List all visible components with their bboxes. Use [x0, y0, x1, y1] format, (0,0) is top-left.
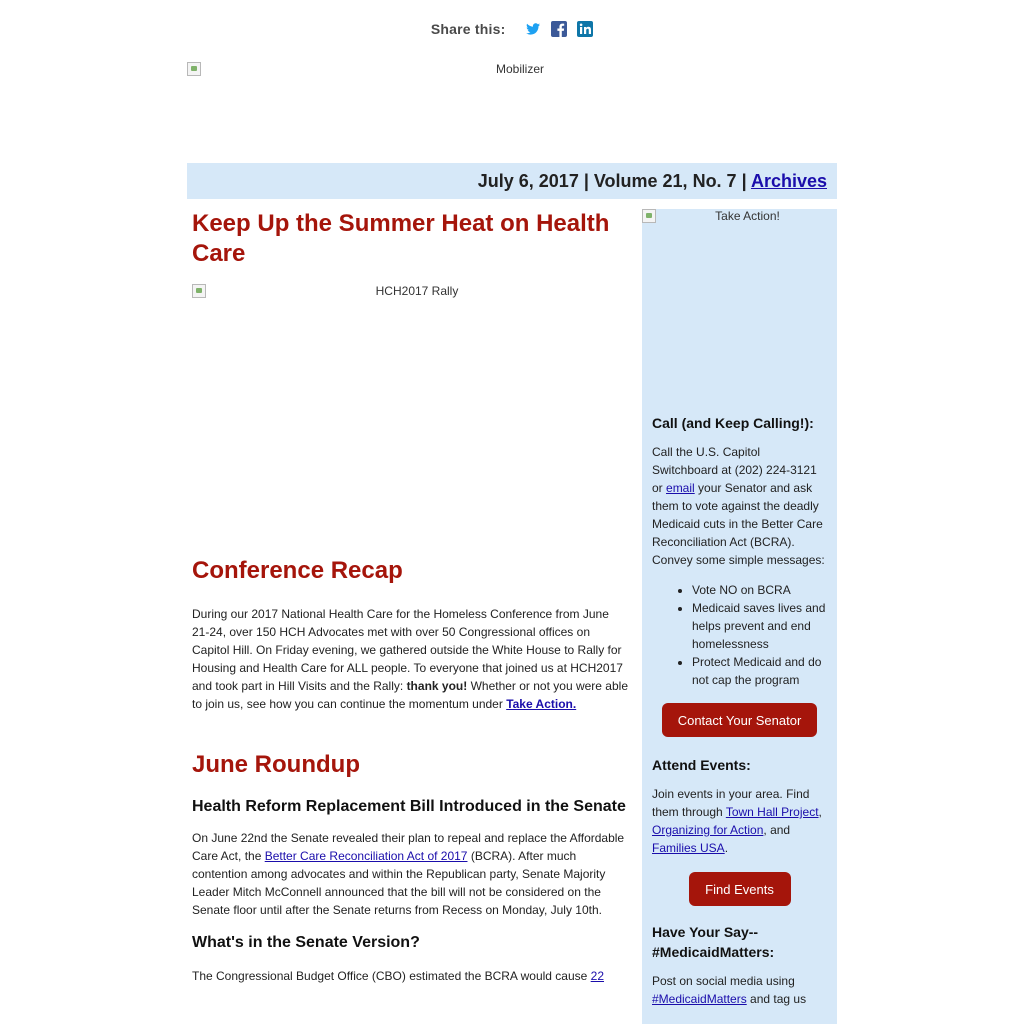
- conference-text-part: During our 2017 National Health Care for the Homeless Conference from June 21-24, over 150 HCH Advocates met with over 50 Congressional offices on Capitol Hill. On Friday evening, we gathered outside the White House to Rally for Housing and Health Care for ALL people. To everyone that joined us at HCH2017 and took part in Hill Visits and the Rally:: [192, 607, 623, 693]
- cbo-link[interactable]: 22: [590, 969, 605, 983]
- take-action-image: [642, 209, 837, 409]
- share-label: Share this:: [430, 21, 506, 38]
- have-your-say-heading: [652, 922, 827, 962]
- bill-text-part: On June 22nd the Senate revealed their plan to repeal and replace the Affordable Care Act, the: [192, 831, 625, 863]
- say-heading-line: #MedicaidMatters:: [652, 944, 775, 960]
- events-text-part: .: [724, 841, 729, 855]
- hero-alt-text: HCH2017 Rally: [375, 284, 459, 298]
- thank-you-text: thank you!: [406, 679, 468, 693]
- call-text-part: Call the U.S. Capitol Switchboard at (202) 224-3121 or: [652, 445, 817, 495]
- social-text-part: and tag us: [746, 992, 807, 1006]
- bill-text-part: (BCRA). After much contention among advocates and within the Republican party, Senate Majority Leader Mitch McConnell announced that the bill will not be considered on the Senate floor until after the Senate returns from Recess on Monday, July 10th.: [192, 849, 606, 917]
- archives-link[interactable]: Archives: [750, 171, 827, 191]
- conference-text-part: Whether or not you were able to join us, see how you can continue the momentum under: [192, 679, 628, 711]
- list-item: • Vote NO on BCRA: [692, 581, 827, 599]
- list-item: • Protect Medicaid and do not cap the program: [692, 653, 827, 689]
- bcra-link[interactable]: Better Care Reconciliation Act of 2017: [264, 849, 468, 863]
- email-link[interactable]: email: [666, 481, 695, 495]
- town-hall-project-link[interactable]: Town Hall Project: [725, 805, 819, 819]
- cbo-text-part: The Congressional Budget Office (CBO) estimated the BCRA would cause: [192, 969, 591, 983]
- contact-senator-button[interactable]: Contact Your Senator: [662, 703, 817, 737]
- logo-alt-text: Mobilizer: [495, 62, 544, 76]
- medicaid-matters-hashtag-link[interactable]: #MedicaidMatters: [652, 992, 747, 1006]
- families-usa-link[interactable]: Families USA: [652, 841, 725, 855]
- sidebar-content: [642, 413, 837, 1008]
- bill-heading: Health Reform Replacement Bill Introduced in the Senate: [192, 798, 626, 815]
- bill-text: [192, 829, 628, 919]
- twitter-icon[interactable]: [525, 21, 541, 37]
- issue-info: July 6, 2017 | Volume 21, No. 7 |: [477, 171, 751, 191]
- headline: Keep Up the Summer Heat on Health Care: [192, 210, 610, 267]
- find-events-button[interactable]: Find Events: [689, 872, 791, 906]
- share-bar: [0, 20, 1024, 37]
- events-text: [652, 785, 827, 857]
- events-text-part: , and: [763, 823, 791, 837]
- call-messages-list: [652, 581, 827, 689]
- hero-image: [192, 283, 628, 557]
- call-text-part: your Senator and ask them to vote against the deadly Medicaid cuts in the Better Care Reconciliation Act (BCRA). Convey some simple messages:: [652, 481, 825, 567]
- call-text: [652, 443, 827, 569]
- events-text-part: ,: [818, 805, 822, 819]
- june-roundup-title: June Roundup: [192, 751, 360, 778]
- call-heading: Call (and Keep Calling!):: [652, 415, 814, 431]
- facebook-icon[interactable]: [551, 21, 567, 37]
- social-media-text: [652, 972, 827, 1008]
- social-text-part: Post on social media using: [652, 974, 795, 988]
- list-item: • Medicaid saves lives and helps prevent and end homelessness: [692, 599, 827, 653]
- take-action-link[interactable]: Take Action.: [506, 697, 577, 711]
- events-heading: Attend Events:: [652, 757, 751, 773]
- organizing-for-action-link[interactable]: Organizing for Action: [652, 823, 764, 837]
- senate-version-heading: What's in the Senate Version?: [192, 934, 420, 951]
- take-action-alt-text: Take Action!: [715, 209, 780, 223]
- logo-image: [187, 62, 837, 152]
- cbo-text: [192, 967, 628, 985]
- events-text-part: Join events in your area. Find them through: [652, 787, 810, 819]
- conference-recap-text: [192, 605, 628, 713]
- take-action-sidebar: [642, 209, 837, 1024]
- issue-date-bar: [187, 163, 837, 199]
- main-column: [192, 209, 628, 985]
- linkedin-icon[interactable]: [577, 21, 593, 37]
- say-heading-line: Have Your Say--: [652, 924, 759, 940]
- conference-recap-title: Conference Recap: [192, 557, 403, 584]
